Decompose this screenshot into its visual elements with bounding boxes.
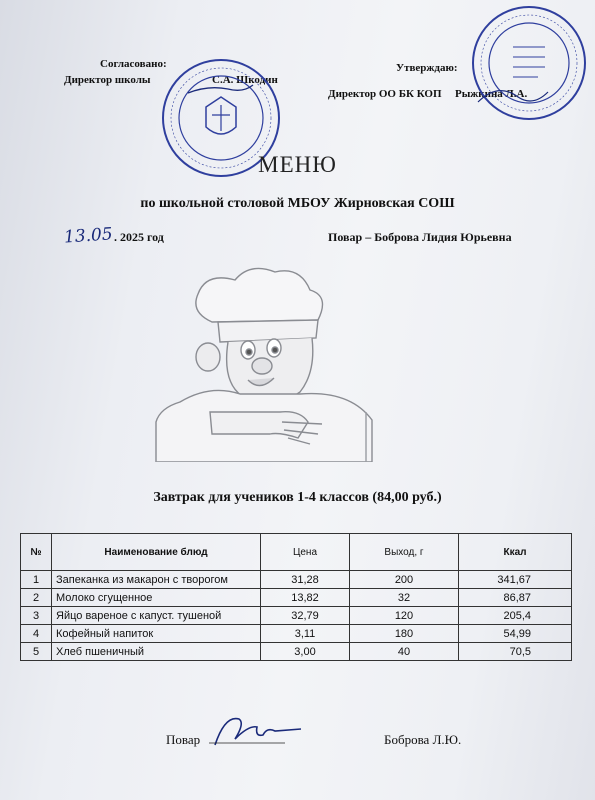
dish-price: 31,28 [261,571,350,589]
menu-table [20,533,572,661]
dish-price: 3,11 [261,625,350,643]
col-yield: Выход, г [350,534,459,571]
table-row [21,571,572,589]
row-number: 1 [21,571,52,589]
dish-yield: 40 [350,643,459,661]
table-row [21,589,572,607]
dish-price: 13,82 [261,589,350,607]
table-row [21,625,572,643]
dish-yield: 200 [350,571,459,589]
dish-name: Запеканка из макарон с творогом [52,571,261,589]
dish-yield: 32 [350,589,459,607]
dish-name: Кофейный напиток [52,625,261,643]
approve-label: Утверждаю: [396,62,458,74]
dish-kcal: 86,87 [459,589,572,607]
row-number: 2 [21,589,52,607]
page-title: МЕНЮ [258,152,337,177]
date-year: . 2025 год [114,230,164,244]
org-director-label: Директор ОО БК КОП [328,88,442,100]
dish-price: 3,00 [261,643,350,661]
table-row [21,643,572,661]
dish-name: Молоко сгущенное [52,589,261,607]
cook-line: Повар – Боброва Лидия Юрьевна [328,230,512,244]
col-number: № [21,534,52,571]
subtitle: по школьной столовой МБОУ Жирновская СОШ [140,196,455,211]
dish-name: Яйцо вареное с капуст. тушеной [52,607,261,625]
director-label: Директор школы [64,74,151,86]
org-director-name: Рыжкина Л.А. [455,88,528,100]
dish-price: 32,79 [261,607,350,625]
dish-yield: 120 [350,607,459,625]
agreed-label: Согласовано: [100,58,167,70]
dish-name: Хлеб пшеничный [52,643,261,661]
footer-cook-name: Боброва Л.Ю. [384,732,462,747]
col-dish: Наименование блюд [52,534,261,571]
dish-kcal: 70,5 [459,643,572,661]
handwritten-date: 13.05 [63,224,114,248]
dish-kcal: 341,67 [459,571,572,589]
col-price: Цена [261,534,350,571]
director-name: С.А. Шкодин [212,74,278,86]
meal-title: Завтрак для учеников 1-4 классов (84,00 руб.) [153,490,442,505]
table-header-row [21,534,572,571]
dish-yield: 180 [350,625,459,643]
table-row [21,607,572,625]
footer-cook-label: Повар [166,732,201,747]
organization-stamp [468,2,590,124]
cook-signature [205,705,305,755]
dish-kcal: 54,99 [459,625,572,643]
row-number: 5 [21,643,52,661]
dish-kcal: 205,4 [459,607,572,625]
col-kcal: Ккал [459,534,572,571]
chef-illustration [150,262,390,462]
row-number: 4 [21,625,52,643]
row-number: 3 [21,607,52,625]
